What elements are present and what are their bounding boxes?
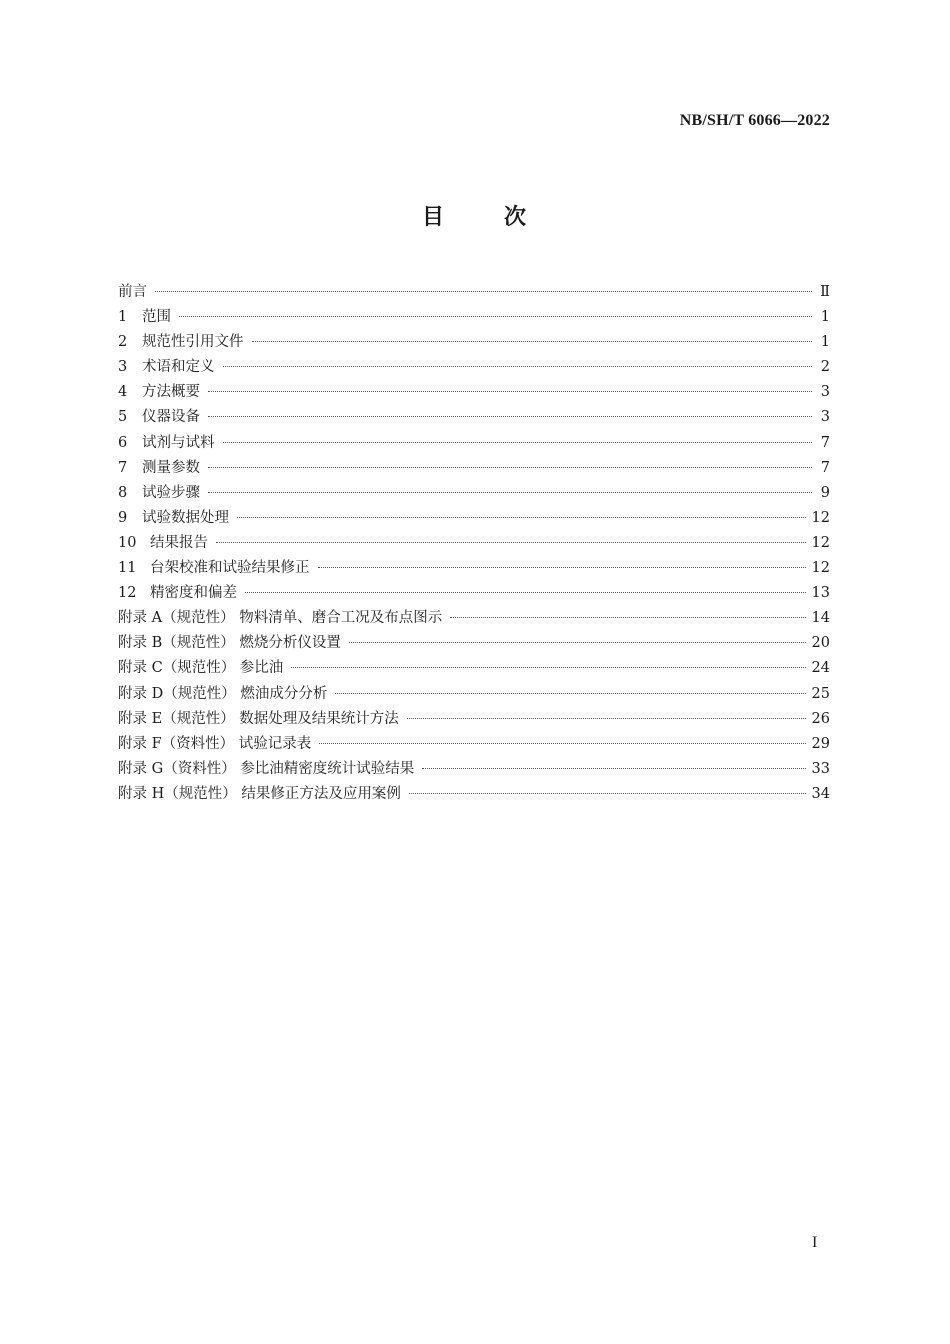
toc-entry-text: 结果报告 [150,534,208,551]
toc-entry-preface[interactable] [118,280,830,305]
toc-leader [179,316,812,317]
toc-entry-page: 26 [811,710,830,727]
toc-list [118,280,830,807]
toc-entry-6[interactable] [118,431,830,456]
toc-leader [223,366,813,367]
toc-entry-number: 5 [118,409,128,426]
toc-entry-number: 12 [118,585,137,602]
toc-leader [208,492,812,493]
toc-leader [208,416,812,417]
toc-entry-text: 术语和定义 [142,359,215,376]
toc-entry-text: 附录 C（规范性） 参比油 [118,660,284,677]
toc-entry-appendix-f[interactable] [118,732,830,757]
toc-entry-page: 25 [811,685,830,702]
toc-entry-page: 1 [820,334,830,351]
toc-entry-text: 台架校准和试验结果修正 [150,560,310,577]
toc-leader [409,793,806,794]
toc-entry-page: 24 [811,660,830,677]
toc-entry-appendix-b[interactable] [118,631,830,656]
toc-entry-page: 9 [820,484,830,501]
toc-leader [407,718,806,719]
toc-entry-text: 规范性引用文件 [142,334,244,351]
toc-entry-number: 3 [118,359,128,376]
toc-entry-text: 试验数据处理 [142,509,229,526]
toc-entry-number: 2 [118,334,128,351]
toc-entry-number: 11 [118,560,137,577]
toc-entry-page: 29 [811,735,830,752]
toc-entry-page: 1 [820,309,830,326]
toc-entry-text: 附录 D（规范性） 燃油成分分析 [118,685,328,702]
toc-entry-9[interactable] [118,506,830,531]
toc-entry-text: 方法概要 [142,384,200,401]
toc-leader [208,391,812,392]
toc-leader [291,667,805,668]
toc-leader [335,693,805,694]
toc-entry-page: 13 [811,585,830,602]
toc-leader [450,617,805,618]
toc-entry-text: 试剂与试料 [142,434,215,451]
toc-entry-number: 10 [118,534,137,551]
toc-entry-page: 34 [811,785,830,802]
toc-entry-number: 7 [118,459,128,476]
toc-entry-appendix-d[interactable] [118,682,830,707]
toc-leader [237,517,806,518]
toc-entry-page: 3 [820,409,830,426]
toc-entry-page: 12 [811,560,830,577]
toc-entry-12[interactable] [118,581,830,606]
toc-leader [252,341,813,342]
toc-entry-text: 范围 [142,309,171,326]
toc-entry-7[interactable] [118,456,830,481]
toc-entry-11[interactable] [118,556,830,581]
toc-entry-text: 附录 B（规范性） 燃烧分析仪设置 [118,635,341,652]
toc-title-part1: 目 [421,205,446,230]
toc-entry-text: 附录 H（规范性） 结果修正方法及应用案例 [118,785,401,802]
toc-entry-10[interactable] [118,531,830,556]
toc-entry-appendix-c[interactable] [118,656,830,681]
toc-title-part2: 次 [504,205,529,230]
toc-entry-1[interactable] [118,305,830,330]
toc-entry-4[interactable] [118,380,830,405]
toc-entry-page: 33 [811,760,830,777]
page-number-value: I [812,1234,818,1251]
toc-leader [208,467,812,468]
toc-leader [319,743,805,744]
toc-entry-page: 3 [820,384,830,401]
toc-entry-text: 仪器设备 [142,409,200,426]
toc-leader [349,642,806,643]
toc-entry-page: 7 [820,459,830,476]
toc-leader [422,768,805,769]
toc-entry-8[interactable] [118,481,830,506]
toc-leader [318,567,806,568]
toc-entry-page: 12 [811,509,830,526]
toc-entry-text: 测量参数 [142,459,200,476]
toc-leader [216,542,806,543]
toc-entry-number: 8 [118,484,128,501]
toc-entry-page: 20 [811,635,830,652]
toc-title [0,200,950,231]
toc-entry-appendix-e[interactable] [118,707,830,732]
toc-entry-text: 附录 F（资料性） 试验记录表 [118,735,312,752]
toc-entry-text: 附录 A（规范性） 物料清单、磨合工况及布点图示 [118,610,443,627]
toc-leader [223,442,813,443]
toc-leader [245,592,806,593]
toc-entry-5[interactable] [118,405,830,430]
toc-entry-number: 9 [118,509,128,526]
toc-entry-page: 7 [820,434,830,451]
toc-entry-text: 附录 E（规范性） 数据处理及结果统计方法 [118,710,399,727]
toc-entry-page: 14 [811,610,830,627]
toc-entry-appendix-g[interactable] [118,757,830,782]
toc-entry-appendix-a[interactable] [118,606,830,631]
toc-entry-page: 2 [820,359,830,376]
toc-entry-text: 前言 [118,284,147,300]
toc-entry-appendix-h[interactable] [118,782,830,807]
toc-entry-number: 1 [118,309,128,326]
toc-entry-3[interactable] [118,355,830,380]
toc-leader [155,291,812,292]
toc-entry-2[interactable] [118,330,830,355]
toc-entry-page: Ⅱ [820,284,830,300]
toc-entry-number: 4 [118,384,128,401]
toc-entry-text: 附录 G（资料性） 参比油精密度统计试验结果 [118,760,415,777]
standard-code: NB/SH/T 6066—2022 [679,112,830,129]
toc-entry-page: 12 [811,534,830,551]
toc-entry-text: 精密度和偏差 [150,585,237,602]
toc-entry-text: 试验步骤 [142,484,200,501]
toc-entry-number: 6 [118,434,128,451]
